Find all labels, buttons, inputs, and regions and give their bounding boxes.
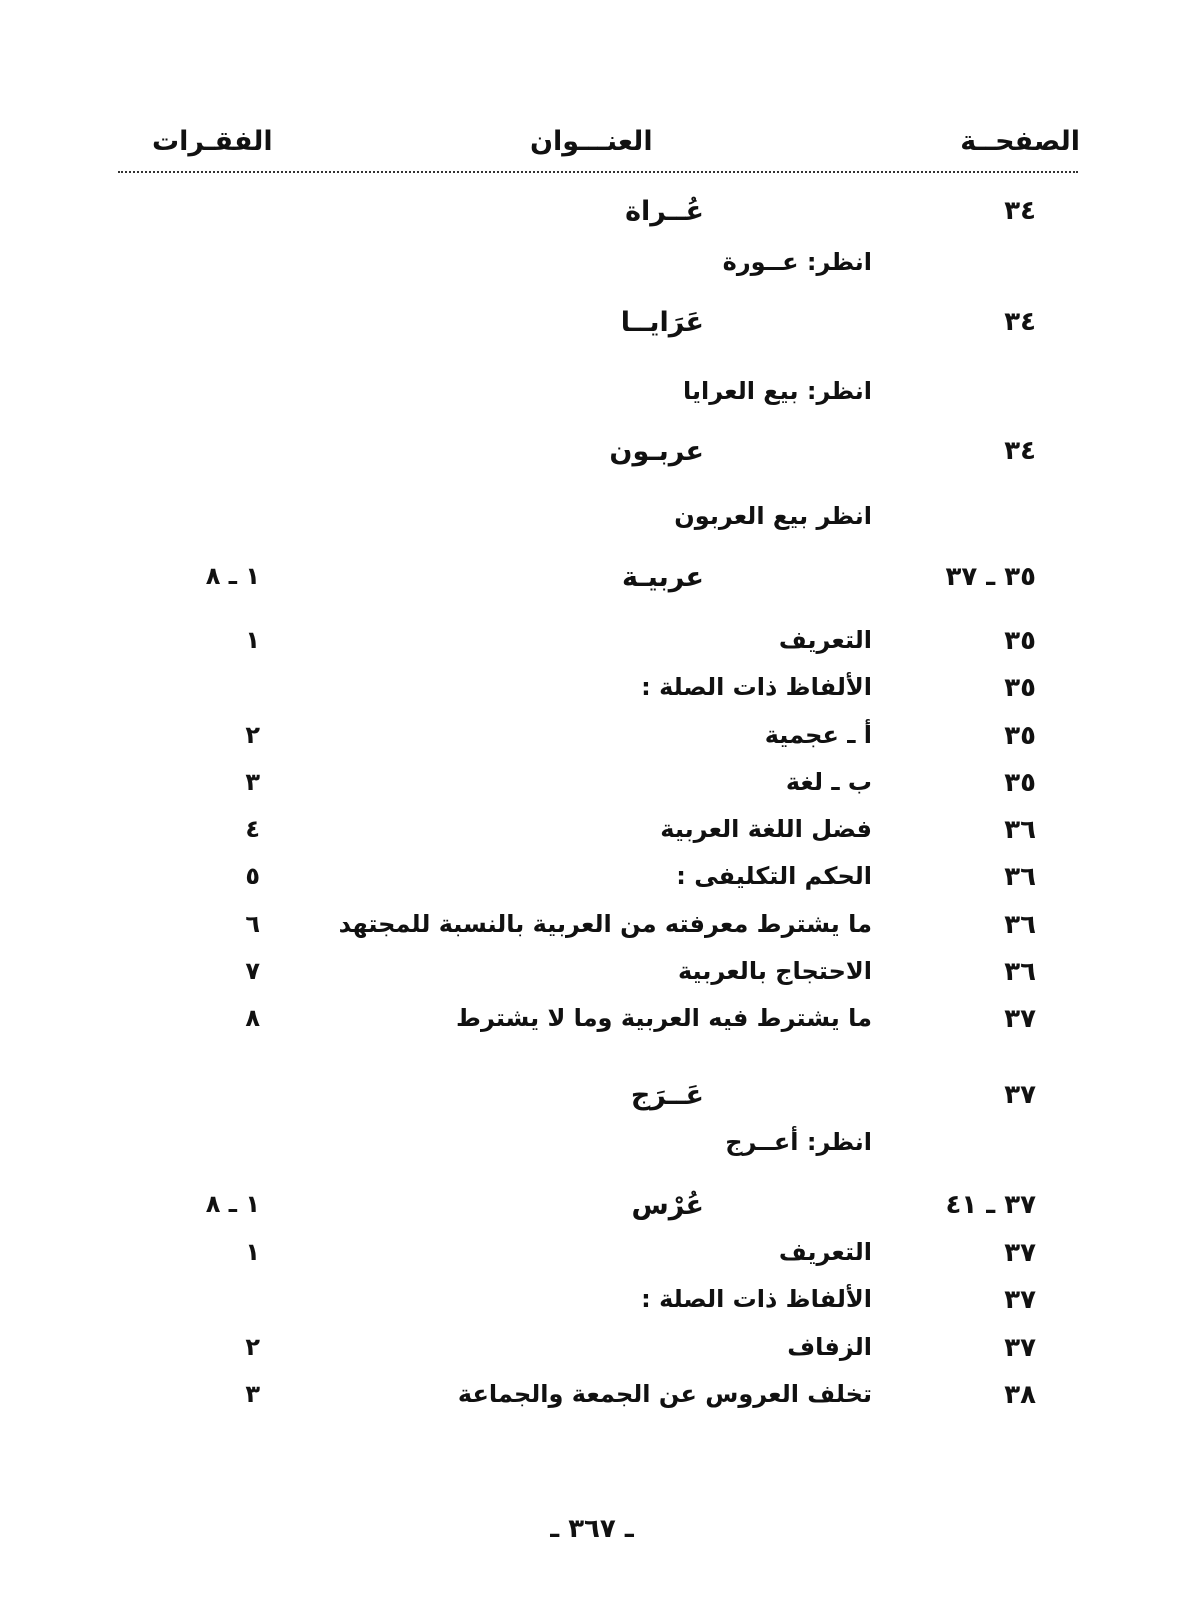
entry-page-number: ٣٧	[1004, 1004, 1036, 1034]
entry-page-number: ٣٥	[1004, 721, 1036, 751]
index-entry-row	[0, 562, 1184, 602]
entry-paragraphs: ١	[245, 626, 260, 654]
entry-page-number: ٣٥	[1004, 768, 1036, 798]
entry-subtitle: ما يشترط فيه العربية وما لا يشترط	[456, 1004, 872, 1032]
entry-page-number: ٣٧ ـ ٤١	[945, 1190, 1036, 1220]
entry-paragraphs: ٣	[245, 1380, 260, 1408]
index-entry-row	[0, 377, 1184, 417]
index-entry-row	[0, 1380, 1184, 1420]
entry-paragraphs: ٦	[245, 910, 260, 938]
index-entry-row	[0, 502, 1184, 542]
entry-subtitle: انظر بيع العربون	[674, 502, 872, 530]
index-entry-row	[0, 910, 1184, 950]
header-dotted-divider	[118, 171, 1078, 173]
entry-heading: عَــرَج	[630, 1080, 704, 1111]
index-entry-row	[0, 1190, 1184, 1230]
entry-page-number: ٣٥	[1004, 626, 1036, 656]
index-entry-row	[0, 673, 1184, 713]
entry-paragraphs: ٧	[245, 957, 260, 985]
index-entry-row	[0, 721, 1184, 761]
entry-subtitle: ب ـ لغة	[785, 768, 872, 796]
entry-heading: عَرَايــا	[620, 307, 704, 338]
entry-page-number: ٣٦	[1004, 957, 1036, 987]
entry-page-number: ٣٨	[1004, 1380, 1036, 1410]
header-title-column: العنـــوان	[530, 126, 653, 157]
index-entry-row	[0, 1004, 1184, 1044]
entry-subtitle: أ ـ عجمية	[764, 721, 872, 749]
entry-paragraphs: ٢	[245, 721, 260, 749]
entry-paragraphs: ٥	[245, 862, 260, 890]
entry-subtitle: الاحتجاج بالعربية	[677, 957, 872, 985]
index-entry-row	[0, 1080, 1184, 1120]
index-entry-row	[0, 1238, 1184, 1278]
index-entry-row	[0, 768, 1184, 808]
index-entry-row	[0, 626, 1184, 666]
entry-subtitle: انظر: أعــرج	[725, 1128, 872, 1156]
entry-page-number: ٣٧	[1004, 1333, 1036, 1363]
index-entry-row	[0, 862, 1184, 902]
entry-page-number: ٣٥	[1004, 673, 1036, 703]
entry-page-number: ٣٦	[1004, 910, 1036, 940]
entry-subtitle: انظر: بيع العرايا	[682, 377, 872, 405]
entry-heading: عربيـة	[621, 562, 704, 593]
entry-page-number: ٣٧	[1004, 1080, 1036, 1110]
entry-page-number: ٣٤	[1004, 436, 1036, 466]
entry-paragraphs: ٨	[245, 1004, 260, 1032]
entry-paragraphs: ١ ـ ٨	[205, 562, 260, 590]
entry-paragraphs: ٢	[245, 1333, 260, 1361]
entry-subtitle: فضل اللغة العربية	[660, 815, 872, 843]
entry-heading: عربـون	[609, 436, 704, 467]
entry-page-number: ٣٤	[1004, 307, 1036, 337]
entry-heading: عُرْس	[631, 1190, 704, 1221]
entry-page-number: ٣٧	[1004, 1285, 1036, 1315]
index-entry-row	[0, 248, 1184, 288]
entry-subtitle: انظر: عــورة	[722, 248, 872, 276]
entry-subtitle: الألفاظ ذات الصلة :	[641, 1285, 872, 1313]
entry-subtitle: الحكم التكليفى :	[676, 862, 872, 890]
entry-subtitle: التعريف	[778, 626, 872, 654]
entry-subtitle: تخلف العروس عن الجمعة والجماعة	[457, 1380, 872, 1408]
index-entry-row	[0, 1128, 1184, 1168]
entry-subtitle: التعريف	[778, 1238, 872, 1266]
header-paragraphs-column: الفقـرات	[152, 126, 273, 157]
index-entry-row	[0, 1333, 1184, 1373]
entry-subtitle: ما يشترط معرفته من العربية بالنسبة للمجتهد	[338, 910, 872, 938]
entry-page-number: ٣٧	[1004, 1238, 1036, 1268]
entry-page-number: ٣٦	[1004, 862, 1036, 892]
entry-subtitle: الألفاظ ذات الصلة :	[641, 673, 872, 701]
entry-page-number: ٣٥ ـ ٣٧	[945, 562, 1036, 592]
index-entry-row	[0, 815, 1184, 855]
entry-heading: عُــراة	[625, 196, 704, 227]
entry-paragraphs: ٣	[245, 768, 260, 796]
entry-page-number: ٣٦	[1004, 815, 1036, 845]
entry-paragraphs: ١	[245, 1238, 260, 1266]
index-entry-row	[0, 436, 1184, 476]
header-page-column: الصفحــة	[960, 126, 1080, 157]
page-number: ـ ٣٦٧ ـ	[550, 1514, 634, 1544]
index-entry-row	[0, 957, 1184, 997]
entry-subtitle: الزفاف	[787, 1333, 872, 1361]
index-entry-row	[0, 1285, 1184, 1325]
index-entry-row	[0, 196, 1184, 236]
entry-paragraphs: ١ ـ ٨	[205, 1190, 260, 1218]
index-entry-row	[0, 307, 1184, 347]
entry-paragraphs: ٤	[245, 815, 260, 843]
entry-page-number: ٣٤	[1004, 196, 1036, 226]
